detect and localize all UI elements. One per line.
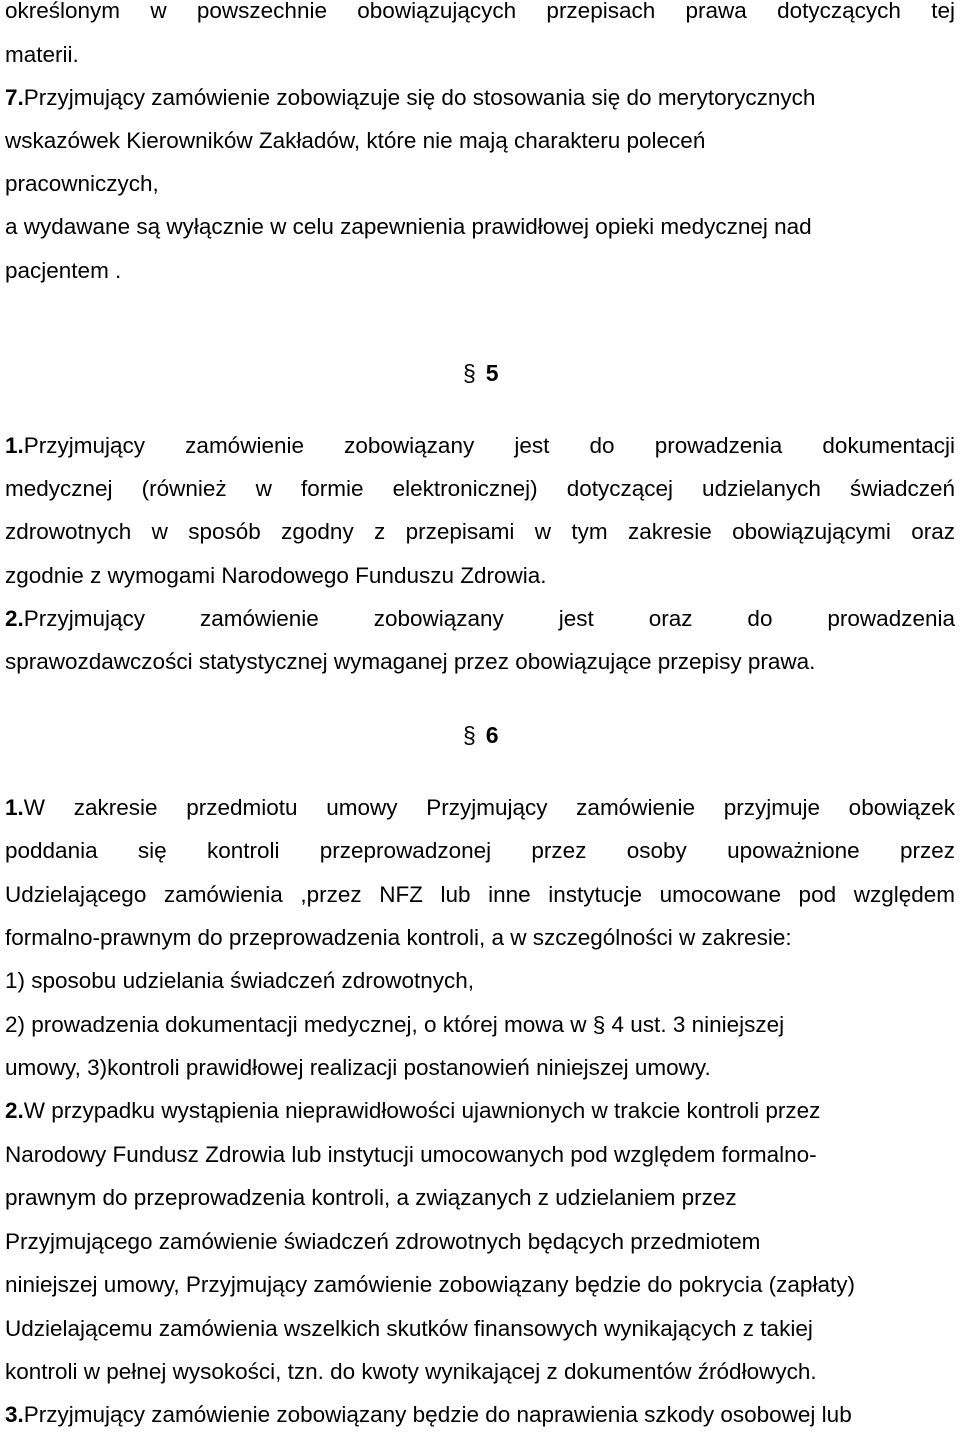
text-line: pracowniczych,	[5, 171, 159, 196]
item-number: 7.	[5, 85, 24, 110]
text-line: kontroli w pełnej wysokości, tzn. do kwoty wynikającej z dokumentów źródłowych.	[5, 1359, 817, 1384]
text-line: 1.W zakresie przedmiotu umowy Przyjmujący zamówienie przyjmuje obowiązek	[5, 795, 955, 820]
item-number: 3.	[5, 1402, 24, 1427]
text-line: 1.Przyjmujący zamówienie zobowiązany jest do prowadzenia dokumentacji	[5, 433, 955, 458]
text-line: 1) sposobu udzielania świadczeń zdrowotnych,	[5, 968, 475, 993]
section-symbol: §	[463, 360, 476, 386]
text-line: 2.Przyjmujący zamówienie zobowiązany jest oraz do prowadzenia	[5, 606, 955, 631]
section-symbol: §	[463, 722, 476, 748]
text-line: 7.Przyjmujący zamówienie zobowiązuje się do stosowania się do merytorycznych	[5, 85, 816, 110]
text-line: sprawozdawczości statystycznej wymaganej przez obowiązujące przepisy prawa.	[5, 649, 816, 674]
text-line: zgodnie z wymogami Narodowego Funduszu Zdrowia.	[5, 563, 547, 588]
text-line: materii.	[5, 42, 79, 67]
item-number: 2.	[5, 1098, 24, 1123]
text-line: Przyjmującego zamówienie świadczeń zdrowotnych będących przedmiotem	[5, 1229, 761, 1254]
text-line: Udzielającemu zamówienia wszelkich skutków finansowych wynikających z takiej	[5, 1316, 813, 1341]
text-line: Narodowy Fundusz Zdrowia lub instytucji umocowanych pod względem formalno-	[5, 1142, 817, 1167]
text-line: poddania się kontroli przeprowadzonej przez osoby upoważnione przez	[5, 838, 955, 863]
item-number: 1.	[5, 795, 24, 820]
text-line: medycznej (również w formie elektronicznej) dotyczącej udzielanych świadczeń	[5, 476, 955, 501]
text-line: niniejszej umowy, Przyjmujący zamówienie zobowiązany będzie do pokrycia (zapłaty)	[5, 1272, 855, 1297]
text-line: 2.W przypadku wystąpienia nieprawidłowości ujawnionych w trakcie kontroli przez	[5, 1098, 821, 1123]
text-line: prawnym do przeprowadzenia kontroli, a związanych z udzielaniem przez	[5, 1185, 737, 1210]
text-line: formalno-prawnym do przeprowadzenia kontroli, a w szczególności w zakresie:	[5, 925, 792, 950]
text-line: określonym w powszechnie obowiązujących przepisach prawa dotyczących tej	[5, 0, 955, 23]
section-number: 5	[485, 360, 499, 386]
text-line: wskazówek Kierowników Zakładów, które nie mają charakteru poleceń	[5, 128, 706, 153]
section-heading-6	[463, 721, 499, 749]
text-line: a wydawane są wyłącznie w celu zapewnienia prawidłowej opieki medycznej nad	[5, 214, 812, 239]
text-line: pacjentem .	[5, 258, 122, 283]
text-line: Udzielającego zamówienia ,przez NFZ lub inne instytucje umocowane pod względem	[5, 882, 955, 907]
text-line: 3.Przyjmujący zamówienie zobowiązany będzie do naprawienia szkody osobowej lub	[5, 1402, 852, 1427]
text-line: umowy, 3)kontroli prawidłowej realizacji postanowień niniejszej umowy.	[5, 1055, 711, 1080]
text-line: 2) prowadzenia dokumentacji medycznej, o której mowa w § 4 ust. 3 niniejszej	[5, 1012, 785, 1037]
text-line: zdrowotnych w sposób zgodny z przepisami w tym zakresie obowiązującymi oraz	[5, 519, 955, 544]
section-number: 6	[485, 722, 499, 748]
item-number: 1.	[5, 433, 24, 458]
section-heading-5	[463, 359, 499, 387]
item-number: 2.	[5, 606, 24, 631]
